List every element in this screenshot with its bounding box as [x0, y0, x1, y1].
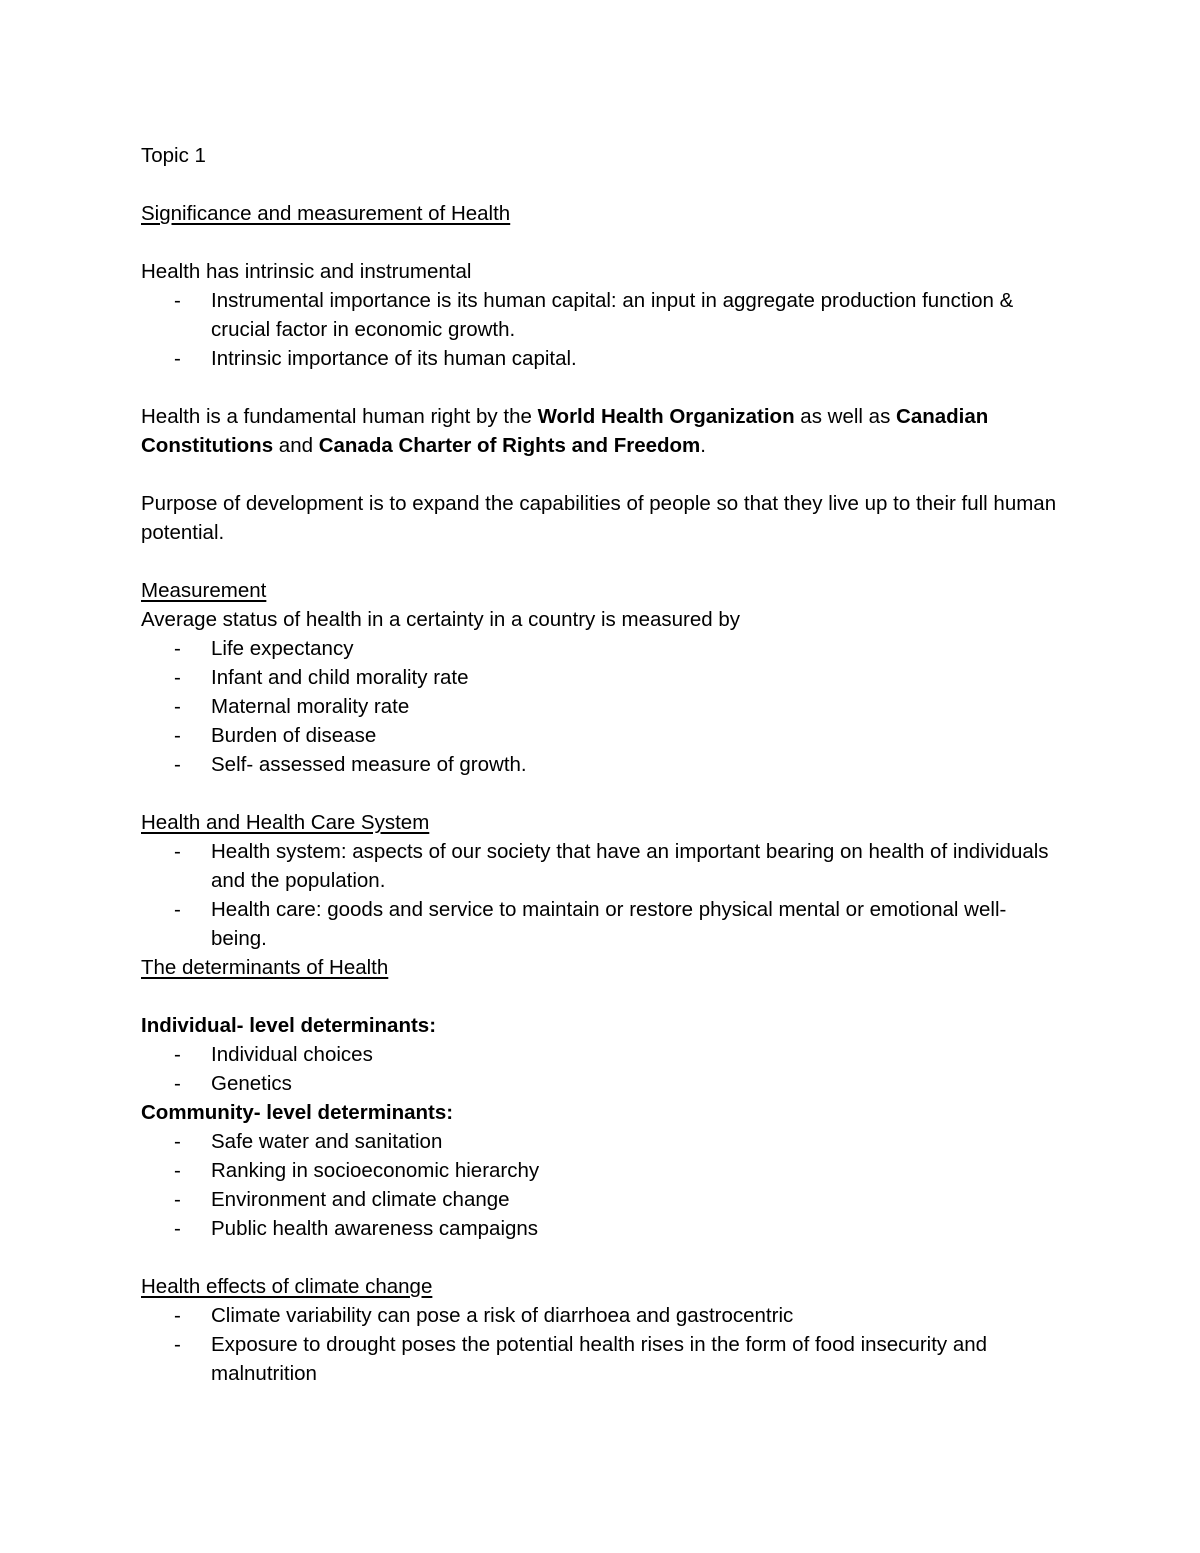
bullet-dash: -: [174, 637, 181, 660]
bullet-dash: -: [174, 1043, 181, 1066]
section-heading-system: Health and Health Care System: [141, 811, 430, 834]
bullet-dash: -: [174, 1130, 181, 1153]
list-item: [141, 1069, 1061, 1098]
rights-text-1: Health is a fundamental human right by the: [141, 405, 538, 428]
section-heading-climate: Health effects of climate change: [141, 1275, 433, 1298]
individual-bullet-list: [141, 1040, 1061, 1098]
list-item-text: Maternal morality rate: [211, 695, 410, 718]
list-item: [141, 750, 1061, 779]
spacer: [141, 1243, 1061, 1272]
bullet-dash: -: [174, 1188, 181, 1211]
bullet-dash: -: [174, 695, 181, 718]
individual-heading: Individual- level determinants:: [141, 1014, 437, 1037]
bullet-dash: -: [174, 1304, 181, 1327]
bullet-dash: -: [174, 840, 181, 863]
bullet-dash: -: [174, 753, 181, 776]
list-item-text: Instrumental importance is its human capital: an input in aggregate production function & crucial factor in economic growth.: [211, 289, 1014, 341]
rights-paragraph: [141, 402, 1061, 460]
list-item: [141, 1330, 1061, 1388]
spacer: [141, 373, 1061, 402]
list-item-text: Infant and child morality rate: [211, 666, 469, 689]
climate-bullet-list: [141, 1301, 1061, 1388]
list-item-text: Exposure to drought poses the potential health rises in the form of food insecurity and malnutrition: [211, 1333, 988, 1385]
bullet-dash: -: [174, 898, 181, 921]
system-bullet-list: [141, 837, 1061, 953]
list-item: [141, 721, 1061, 750]
list-item: [141, 286, 1061, 344]
bullet-dash: -: [174, 724, 181, 747]
rights-text-2: as well as: [794, 405, 897, 428]
list-item: [141, 837, 1061, 895]
list-item-text: Health system: aspects of our society that have an important bearing on health of individuals and the population.: [211, 840, 1049, 892]
bullet-dash: -: [174, 347, 181, 370]
list-item-text: Environment and climate change: [211, 1188, 510, 1211]
spacer: [141, 228, 1061, 257]
bullet-dash: -: [174, 289, 181, 312]
list-item-text: Self- assessed measure of growth.: [211, 753, 527, 776]
purpose-paragraph: Purpose of development is to expand the capabilities of people so that they live up to their full human potential.: [141, 492, 1057, 544]
rights-charter: Canada Charter of Rights and Freedom: [318, 434, 701, 457]
rights-text-3: and: [273, 434, 319, 457]
rights-who: World Health Organization: [537, 405, 795, 428]
list-item: [141, 1214, 1061, 1243]
bullet-dash: -: [174, 1072, 181, 1095]
bullet-dash: -: [174, 1217, 181, 1240]
list-item-text: Life expectancy: [211, 637, 354, 660]
intro-bullet-list: [141, 286, 1061, 373]
measurement-intro: Average status of health in a certainty in a country is measured by: [141, 608, 741, 631]
bullet-dash: -: [174, 1333, 181, 1356]
list-item-text: Intrinsic importance of its human capital.: [211, 347, 577, 370]
measurement-bullet-list: [141, 634, 1061, 779]
section-heading-measurement: Measurement: [141, 579, 267, 602]
list-item-text: Ranking in socioeconomic hierarchy: [211, 1159, 540, 1182]
list-item: [141, 1185, 1061, 1214]
list-item: [141, 895, 1061, 953]
spacer: [141, 170, 1061, 199]
section-heading-significance: Significance and measurement of Health: [141, 202, 511, 225]
list-item-text: Safe water and sanitation: [211, 1130, 443, 1153]
list-item: [141, 344, 1061, 373]
list-item: [141, 1301, 1061, 1330]
spacer: [141, 779, 1061, 808]
list-item: [141, 1127, 1061, 1156]
spacer: [141, 460, 1061, 489]
community-bullet-list: [141, 1127, 1061, 1243]
rights-constitutions: Canadian Constitutions: [141, 405, 989, 457]
list-item-text: Health care: goods and service to maintain or restore physical mental or emotional well-being.: [211, 898, 1007, 950]
list-item: [141, 1156, 1061, 1185]
list-item-text: Burden of disease: [211, 724, 377, 747]
bullet-dash: -: [174, 666, 181, 689]
list-item: [141, 692, 1061, 721]
spacer: [141, 982, 1061, 1011]
list-item-text: Public health awareness campaigns: [211, 1217, 539, 1240]
spacer: [141, 547, 1061, 576]
section-heading-determinants: The determinants of Health: [141, 956, 389, 979]
community-heading: Community- level determinants:: [141, 1101, 454, 1124]
list-item: [141, 663, 1061, 692]
intro-line: Health has intrinsic and instrumental: [141, 260, 472, 283]
document-body: [141, 141, 1061, 1388]
list-item-text: Individual choices: [211, 1043, 373, 1066]
list-item: [141, 1040, 1061, 1069]
bullet-dash: -: [174, 1159, 181, 1182]
list-item: [141, 634, 1061, 663]
list-item-text: Genetics: [211, 1072, 292, 1095]
rights-text-4: .: [700, 434, 706, 457]
list-item-text: Climate variability can pose a risk of diarrhoea and gastrocentric: [211, 1304, 794, 1327]
topic-title: Topic 1: [141, 144, 206, 167]
